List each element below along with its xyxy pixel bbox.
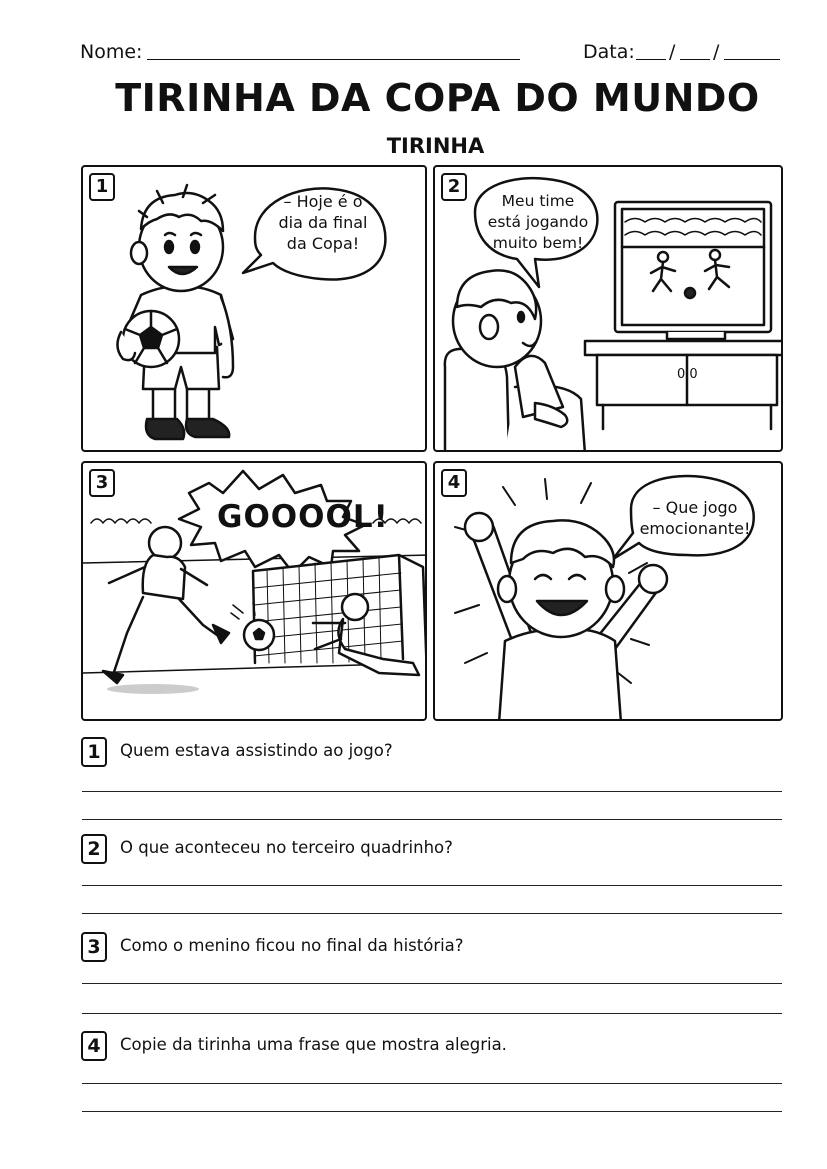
speech-line: Meu time: [501, 192, 575, 210]
answer-line[interactable]: [82, 885, 782, 886]
question-text: Quem estava assistindo ao jogo?: [120, 741, 393, 760]
sound-effect-text: GOOOOL!: [217, 499, 389, 535]
page-subtitle: TIRINHA: [386, 134, 485, 158]
speech-text: [635, 497, 755, 539]
comic-panel-4: [433, 461, 783, 721]
page-title: TIRINHA DA COPA DO MUNDO: [115, 76, 760, 120]
speech-line: emocionante!: [639, 519, 751, 538]
panel-number-badge: 4: [441, 469, 467, 497]
question-text: O que aconteceu no terceiro quadrinho?: [120, 838, 453, 857]
answer-line[interactable]: [82, 1111, 782, 1112]
speech-line: da Copa!: [286, 234, 360, 253]
comic-panel-1: [81, 165, 427, 452]
answer-line[interactable]: [82, 819, 782, 820]
answer-line[interactable]: [82, 1013, 782, 1014]
answer-line[interactable]: [82, 1083, 782, 1084]
panel-number-badge: 2: [441, 173, 467, 201]
speech-line: dia da final: [278, 213, 368, 232]
question-text: Como o menino ficou no final da história?: [120, 936, 464, 955]
date-month-field[interactable]: [680, 58, 710, 60]
answer-line[interactable]: [82, 983, 782, 984]
name-label: Nome:: [80, 41, 143, 63]
panel-number-badge: 1: [89, 173, 115, 201]
date-separator: /: [713, 41, 720, 63]
date-year-field[interactable]: [724, 58, 780, 60]
panel-number-badge: 3: [89, 469, 115, 497]
speech-text: [269, 191, 377, 254]
comic-panel-2: [433, 165, 783, 452]
date-separator: /: [669, 41, 676, 63]
speech-line: – Que jogo: [652, 498, 738, 517]
question-number-badge: 2: [81, 834, 107, 864]
speech-text: [483, 191, 593, 254]
date-label: Data:: [583, 41, 635, 63]
speech-line: muito bem!: [492, 234, 584, 252]
question-text: Copie da tirinha uma frase que mostra alegria.: [120, 1035, 507, 1054]
answer-line[interactable]: [82, 791, 782, 792]
question-number-badge: 4: [81, 1031, 107, 1061]
comic-panel-3: [81, 461, 427, 721]
date-day-field[interactable]: [636, 58, 666, 60]
question-number-badge: 1: [81, 737, 107, 767]
answer-line[interactable]: [82, 913, 782, 914]
speech-line: está jogando: [487, 213, 589, 231]
tv-cabinet-knobs: 0 0: [677, 367, 698, 382]
speech-line: – Hoje é o: [283, 192, 363, 211]
name-field[interactable]: [147, 58, 520, 60]
question-number-badge: 3: [81, 932, 107, 962]
